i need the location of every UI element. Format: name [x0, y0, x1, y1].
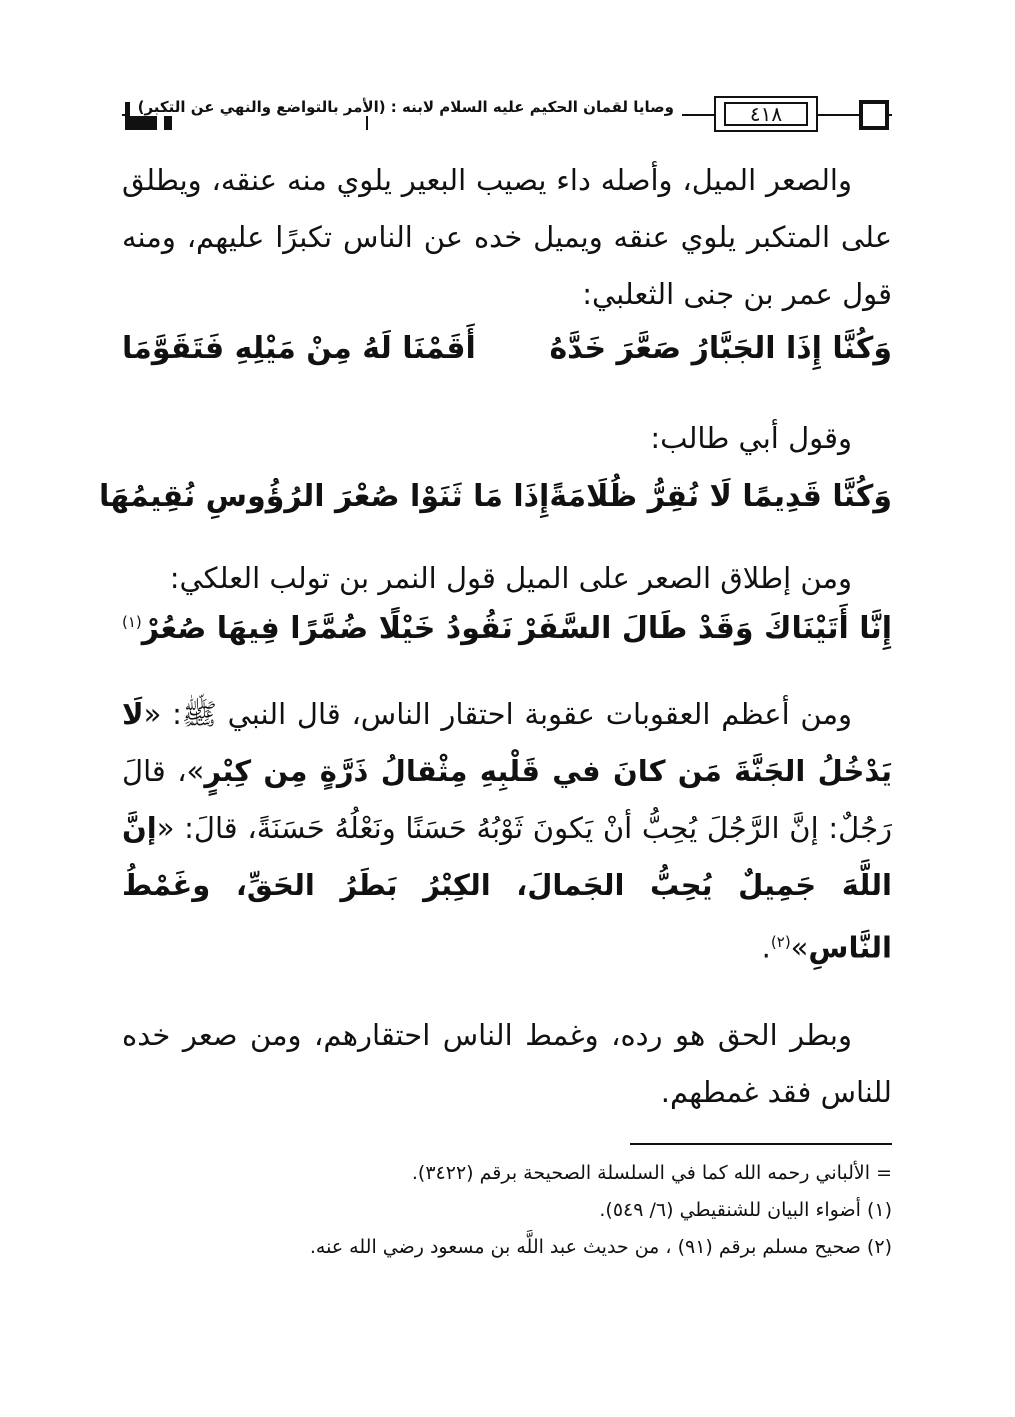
paragraph-3: ومن إطلاق الصعر على الميل قول النمر بن تولب العلكي:	[169, 561, 852, 595]
page-number: ٤١٨	[749, 102, 783, 126]
running-title: وصايا لقمان الحكيم عليه السلام لابنه : (الأمر بالتواضع والنهي عن التكبر)	[130, 98, 682, 116]
paragraph-4-close: »	[790, 930, 809, 965]
paragraph-4-intro: ومن أعظم العقوبات عقوبة احتقار الناس، قال النبي ﷺ: «	[143, 697, 852, 731]
footnote-2: (٢) صحيح مسلم برقم (٩١) ، من حديث عبد اللَّه بن مسعود رضي الله عنه.	[309, 1235, 892, 1258]
footnote-1: (١) أضواء البيان للشنقيطي (٦/ ٥٤٩).	[599, 1198, 892, 1221]
hadith-text-2: إنَّ اللَّهَ جَمِيلٌ يُحِبُّ الجَمالَ، الكِبْرُ بَطَرُ الحَقِّ، وغَمْطُ النَّاسِ	[122, 811, 892, 965]
verse-3	[122, 611, 892, 646]
verse-1-first-hemistich: وَكُنَّا إِذَا الجَبَّارُ صَعَّرَ خَدَّهُ	[549, 331, 892, 366]
document-page	[98, 88, 893, 1388]
verse-3-first-hemistich: إِنَّا أَتَيْنَاكَ وَقَدْ طَالَ السَّفَرْ	[519, 611, 892, 646]
page-number-frame	[714, 96, 818, 132]
hadith-text-1: لَا يَدْخُلُ الجَنَّةَ مَن كانَ في قَلْبِهِ مِثْقالُ ذَرَّةٍ مِن كِبْرٍ	[122, 697, 893, 788]
paragraph-1: والصعر الميل، وأصله داء يصيب البعير يلوي منه عنقه، ويطلق على المتكبر يلوي عنقه ويميل خده عن الناس تكبرًا عليهم، ومنه قول عمر بن جنى الثعلبي:	[122, 163, 892, 311]
footnote-ref-1: (١)	[122, 613, 142, 631]
page-header	[122, 88, 892, 144]
verse-3-second-hemistich	[122, 611, 513, 646]
verse-3-second-text: نَقُودُ خَيْلًا ضُمَّرًا فِيهَا صُعُرْ	[141, 611, 513, 646]
verse-2-second-hemistich: إِذَا مَا ثَنَوْا صُعْرَ الرُؤُوسِ نُقِيمُهَا	[98, 479, 550, 514]
verse-1	[122, 331, 892, 366]
footnotes	[122, 1155, 892, 1266]
verse-1-second-hemistich: أَقَمْنَا لَهُ مِنْ مَيْلِهِ فَتَقَوَّمَا	[122, 331, 476, 366]
paragraph-2: وقول أبي طالب:	[650, 421, 852, 455]
verse-2-first-hemistich: وَكُنَّا قَدِيمًا لَا نُقِرُّ ظُلَامَةً	[549, 479, 892, 514]
paragraph-5: وبطر الحق هو رده، وغمط الناس احتقارهم، ومن صعر خده للناس فقد غمطهم.	[122, 1017, 892, 1109]
paragraph-4-end: .	[761, 930, 771, 965]
paragraph-4-mid: »، قالَ رَجُلٌ: إنَّ الرَّجُلَ يُحِبُّ أنْ يَكونَ ثَوْبُهُ حَسَنًا ونَعْلُهُ حَسَنَةً، قالَ: «	[122, 754, 892, 845]
header-ornament-right	[859, 100, 889, 130]
footnote-continuation: = الألباني رحمه الله كما في السلسلة الصحيحة برقم (٣٤٢٢).	[411, 1161, 892, 1184]
footnote-ref-2: (٢)	[770, 933, 791, 951]
verse-2	[98, 479, 892, 514]
paragraph-4	[122, 686, 892, 977]
